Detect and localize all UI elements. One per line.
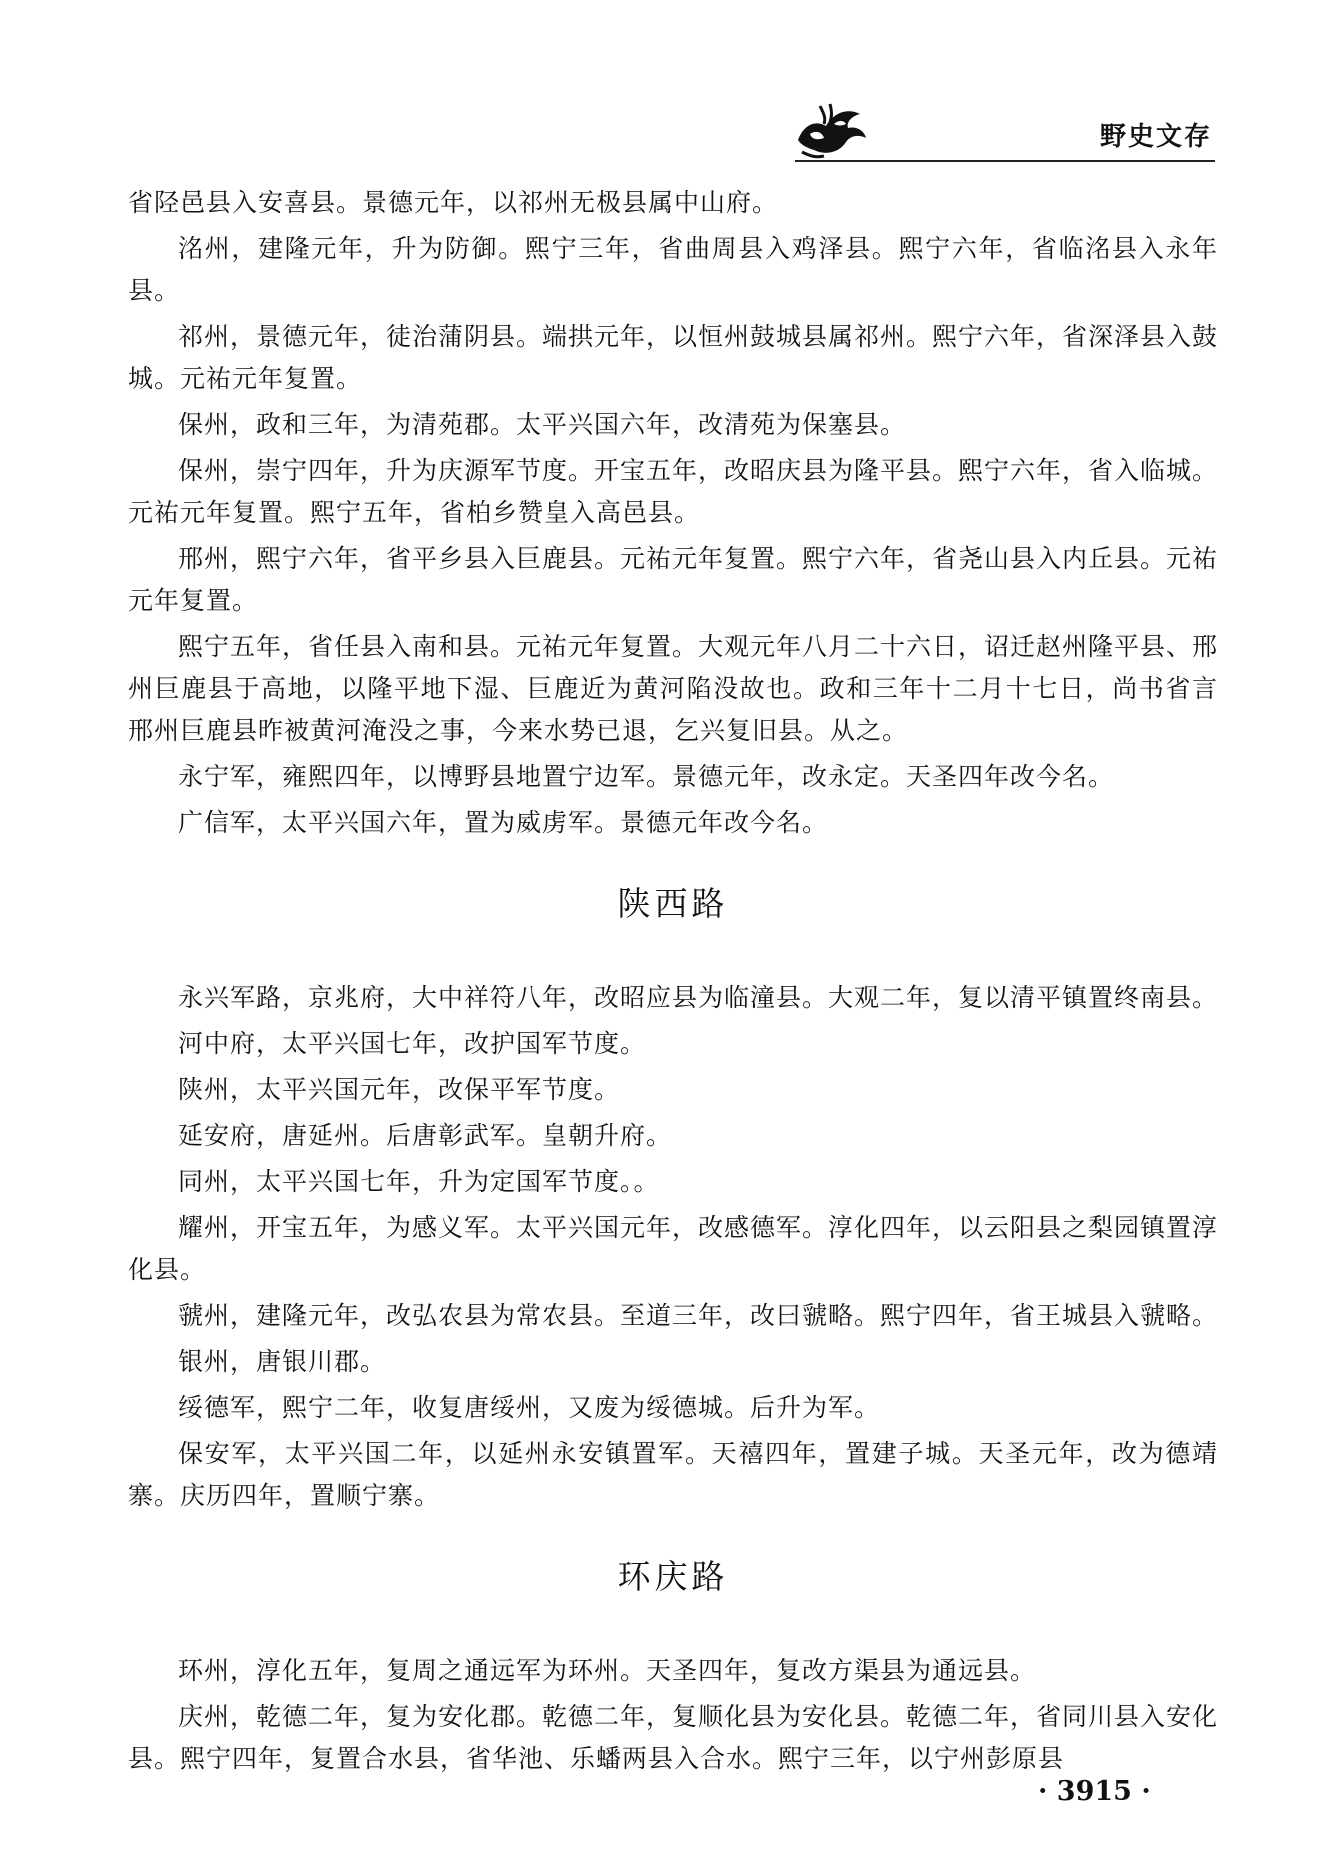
section-heading: 环庆路 <box>617 1557 729 1596</box>
paragraph: 同州，太平兴国七年，升为定国军节度。。 <box>178 1167 660 1196</box>
paragraph: 耀州，开宝五年，为感义军。太平兴国元年，改感德军。淳化四年，以云阳县之梨园镇置淳化县。 <box>128 1213 1219 1284</box>
header-rule <box>795 160 1215 162</box>
paragraph: 银州，唐银川郡。 <box>178 1347 387 1376</box>
paragraph: 虢州，建隆元年，改弘农县为常农县。至道三年，改曰虢略。熙宁四年，省王城县入虢略。 <box>178 1301 1219 1330</box>
paragraph: 绥德军，熙宁二年，收复唐绥州，又废为绥德城。后升为军。 <box>178 1393 881 1422</box>
paragraph: 祁州，景德元年，徒治蒲阴县。端拱元年，以恒州鼓城县属祁州。熙宁六年，省深泽县入鼓城。元祐元年复置。 <box>128 322 1219 393</box>
paragraph: 广信军，太平兴国六年，置为威虏军。景德元年改今名。 <box>178 808 829 837</box>
paragraph: 保安军，太平兴国二年，以延州永安镇置军。天禧四年，置建子城。天圣元年，改为德靖寨。庆历四年，置顺宁寨。 <box>128 1439 1218 1510</box>
paragraph: 陕州，太平兴国元年，改保平军节度。 <box>178 1075 621 1104</box>
paragraph: 永宁军，雍熙四年，以博野县地置宁边军。景德元年，改永定。天圣四年改今名。 <box>178 762 1115 791</box>
paragraph: 庆州，乾德二年，复为安化郡。乾德二年，复顺化县为安化县。乾德二年，省同川县入安化县。熙宁四年，复置合水县，省华池、乐蟠两县入合水。熙宁三年，以宁州彭原县 <box>128 1702 1219 1773</box>
paragraph: 永兴军路，京兆府，大中祥符八年，改昭应县为临潼县。大观二年，复以清平镇置终南县。 <box>178 983 1219 1012</box>
paragraph: 熙宁五年，省任县入南和县。元祐元年复置。大观元年八月二十六日，诏迁赵州隆平县、邢州巨鹿县于高地，以隆平地下湿、巨鹿近为黄河陷没故也。政和三年十二月十七日，尚书省言邢州巨鹿县昨被黄河淹没之事，今来水势已退，乞兴复旧县。从之。 <box>128 632 1219 745</box>
paragraph: 河中府，太平兴国七年，改护国军节度。 <box>178 1029 647 1058</box>
dragon-logo-icon <box>790 94 870 160</box>
paragraph: 环州，淳化五年，复周之通远军为环州。天圣四年，复改方渠县为通远县。 <box>178 1656 1037 1685</box>
page-number: · 3915 · <box>1038 1776 1151 1807</box>
paragraph: 保州，崇宁四年，升为庆源军节度。开宝五年，改昭庆县为隆平县。熙宁六年，省入临城。元祐元年复置。熙宁五年，省柏乡赞皇入高邑县。 <box>128 456 1219 527</box>
series-title: 野史文存 <box>1099 122 1212 152</box>
page-body <box>128 182 1218 1784</box>
section-heading: 陕西路 <box>617 884 729 923</box>
paragraph: 省陉邑县入安喜县。景德元年，以祁州无极县属中山府。 <box>128 188 779 217</box>
paragraph: 延安府，唐延州。后唐彰武军。皇朝升府。 <box>178 1121 673 1150</box>
paragraph: 洺州，建隆元年，升为防御。熙宁三年，省曲周县入鸡泽县。熙宁六年，省临洺县入永年县。 <box>128 234 1218 305</box>
running-header <box>790 88 1220 168</box>
paragraph: 保州，政和三年，为清苑郡。太平兴国六年，改清苑为保塞县。 <box>178 410 907 439</box>
paragraph: 邢州，熙宁六年，省平乡县入巨鹿县。元祐元年复置。熙宁六年，省尧山县入内丘县。元祐元年复置。 <box>128 544 1219 615</box>
